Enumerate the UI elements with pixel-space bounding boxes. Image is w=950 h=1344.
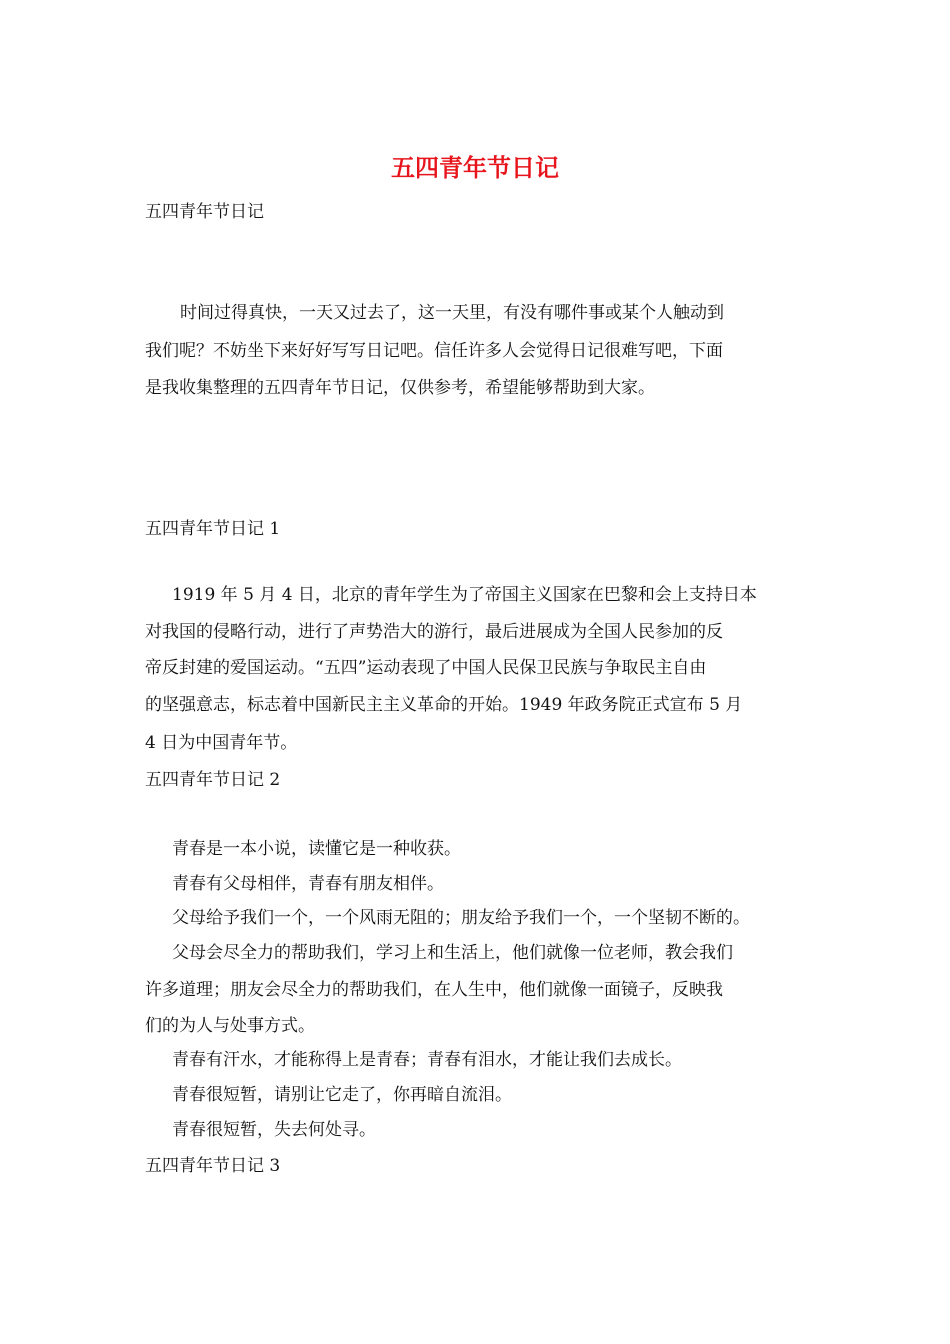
paragraph-line: 父母给予我们一个，一个风雨无阻的；朋友给予我们一个，一个坚韧不断的。 (172, 908, 750, 928)
paragraph-line: 4 日为中国青年节。 (145, 733, 298, 753)
section-heading: 五四青年节日记 2 (145, 770, 281, 790)
intro-line: 时间过得真快，一天又过去了，这一天里，有没有哪件事或某个人触动到 (180, 303, 724, 323)
paragraph-line: 青春是一本小说，读懂它是一种收获。 (172, 839, 461, 859)
paragraph-line: 1919 年 5 月 4 日，北京的青年学生为了帝国主义国家在巴黎和会上支持日本 (172, 585, 757, 605)
document-title: 五四青年节日记 (391, 153, 559, 182)
section-heading: 五四青年节日记 1 (145, 519, 281, 539)
paragraph-line: 青春很短暂，失去何处寻。 (172, 1120, 376, 1140)
intro-line: 是我收集整理的五四青年节日记，仅供参考，希望能够帮助到大家。 (145, 378, 655, 398)
intro-line: 我们呢？不妨坐下来好好写写日记吧。信任许多人会觉得日记很难写吧，下面 (145, 341, 723, 361)
paragraph-line: 青春很短暂，请别让它走了，你再暗自流泪。 (172, 1085, 512, 1105)
paragraph-line: 青春有父母相伴，青春有朋友相伴。 (172, 874, 444, 894)
document-subtitle: 五四青年节日记 (145, 202, 264, 222)
section-heading: 五四青年节日记 3 (145, 1156, 281, 1176)
paragraph-line: 的坚强意志，标志着中国新民主主义革命的开始。1949 年政务院正式宣布 5 月 (145, 695, 743, 715)
paragraph-line: 父母会尽全力的帮助我们，学习上和生活上，他们就像一位老师，教会我们 (172, 943, 733, 963)
paragraph-line: 帝反封建的爱国运动。“五四”运动表现了中国人民保卫民族与争取民主自由 (145, 658, 707, 678)
paragraph-line: 青春有汗水，才能称得上是青春；青春有泪水，才能让我们去成长。 (172, 1050, 682, 1070)
paragraph-line: 对我国的侵略行动，进行了声势浩大的游行，最后进展成为全国人民参加的反 (145, 622, 723, 642)
paragraph-line: 们的为人与处事方式。 (145, 1016, 315, 1036)
paragraph-line: 许多道理；朋友会尽全力的帮助我们，在人生中，他们就像一面镜子，反映我 (145, 980, 723, 1000)
